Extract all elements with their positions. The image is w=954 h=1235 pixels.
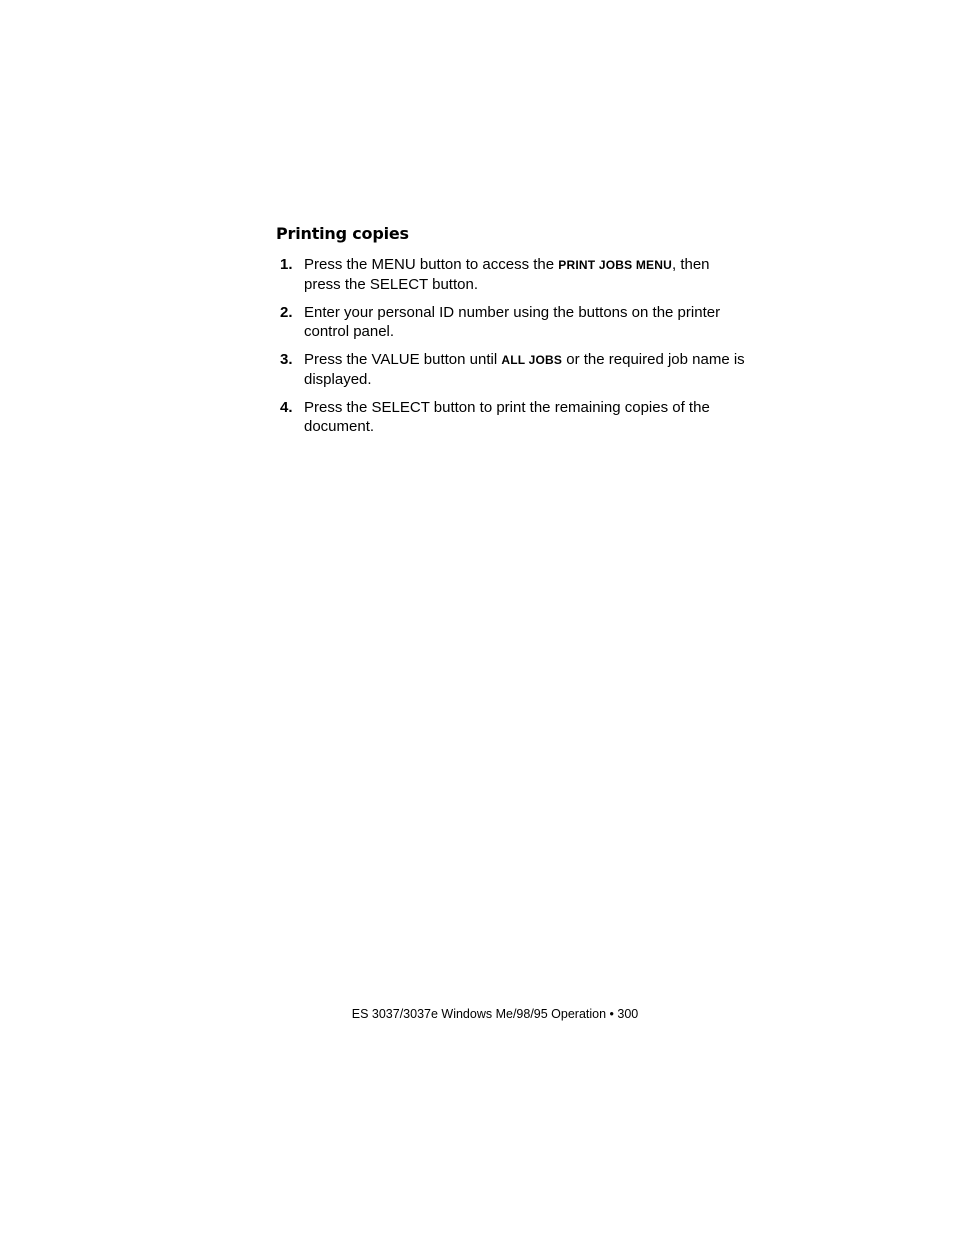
step-text: Press the SELECT button to print the remaining copies of the document.	[304, 399, 710, 435]
step-text-after: , then press the SELECT button.	[304, 256, 710, 293]
step-item	[276, 398, 746, 436]
step-number: 1.	[280, 256, 293, 273]
section-heading: Printing copies	[276, 224, 409, 243]
step-number: 2.	[280, 304, 293, 321]
printing-copies-section	[276, 223, 746, 445]
menu-keyword: PRINT JOBS MENU	[558, 258, 672, 272]
step-number: 3.	[280, 351, 293, 368]
step-text-after: or the required job name is displayed.	[304, 351, 745, 388]
step-text-before: Press the MENU button to access the	[304, 256, 559, 273]
step-text-before: Press the VALUE button until	[304, 351, 502, 368]
menu-keyword: ALL JOBS	[501, 353, 563, 367]
steps-list	[276, 255, 746, 436]
step-item	[276, 255, 746, 294]
step-number: 4.	[280, 399, 293, 416]
page-footer: ES 3037/3037e Windows Me/98/95 Operation • 300	[351, 1007, 639, 1021]
step-text	[304, 256, 710, 293]
step-text: Enter your personal ID number using the buttons on the printer control panel.	[304, 304, 721, 340]
step-text	[304, 351, 745, 388]
step-item	[276, 303, 746, 341]
step-item	[276, 350, 746, 389]
